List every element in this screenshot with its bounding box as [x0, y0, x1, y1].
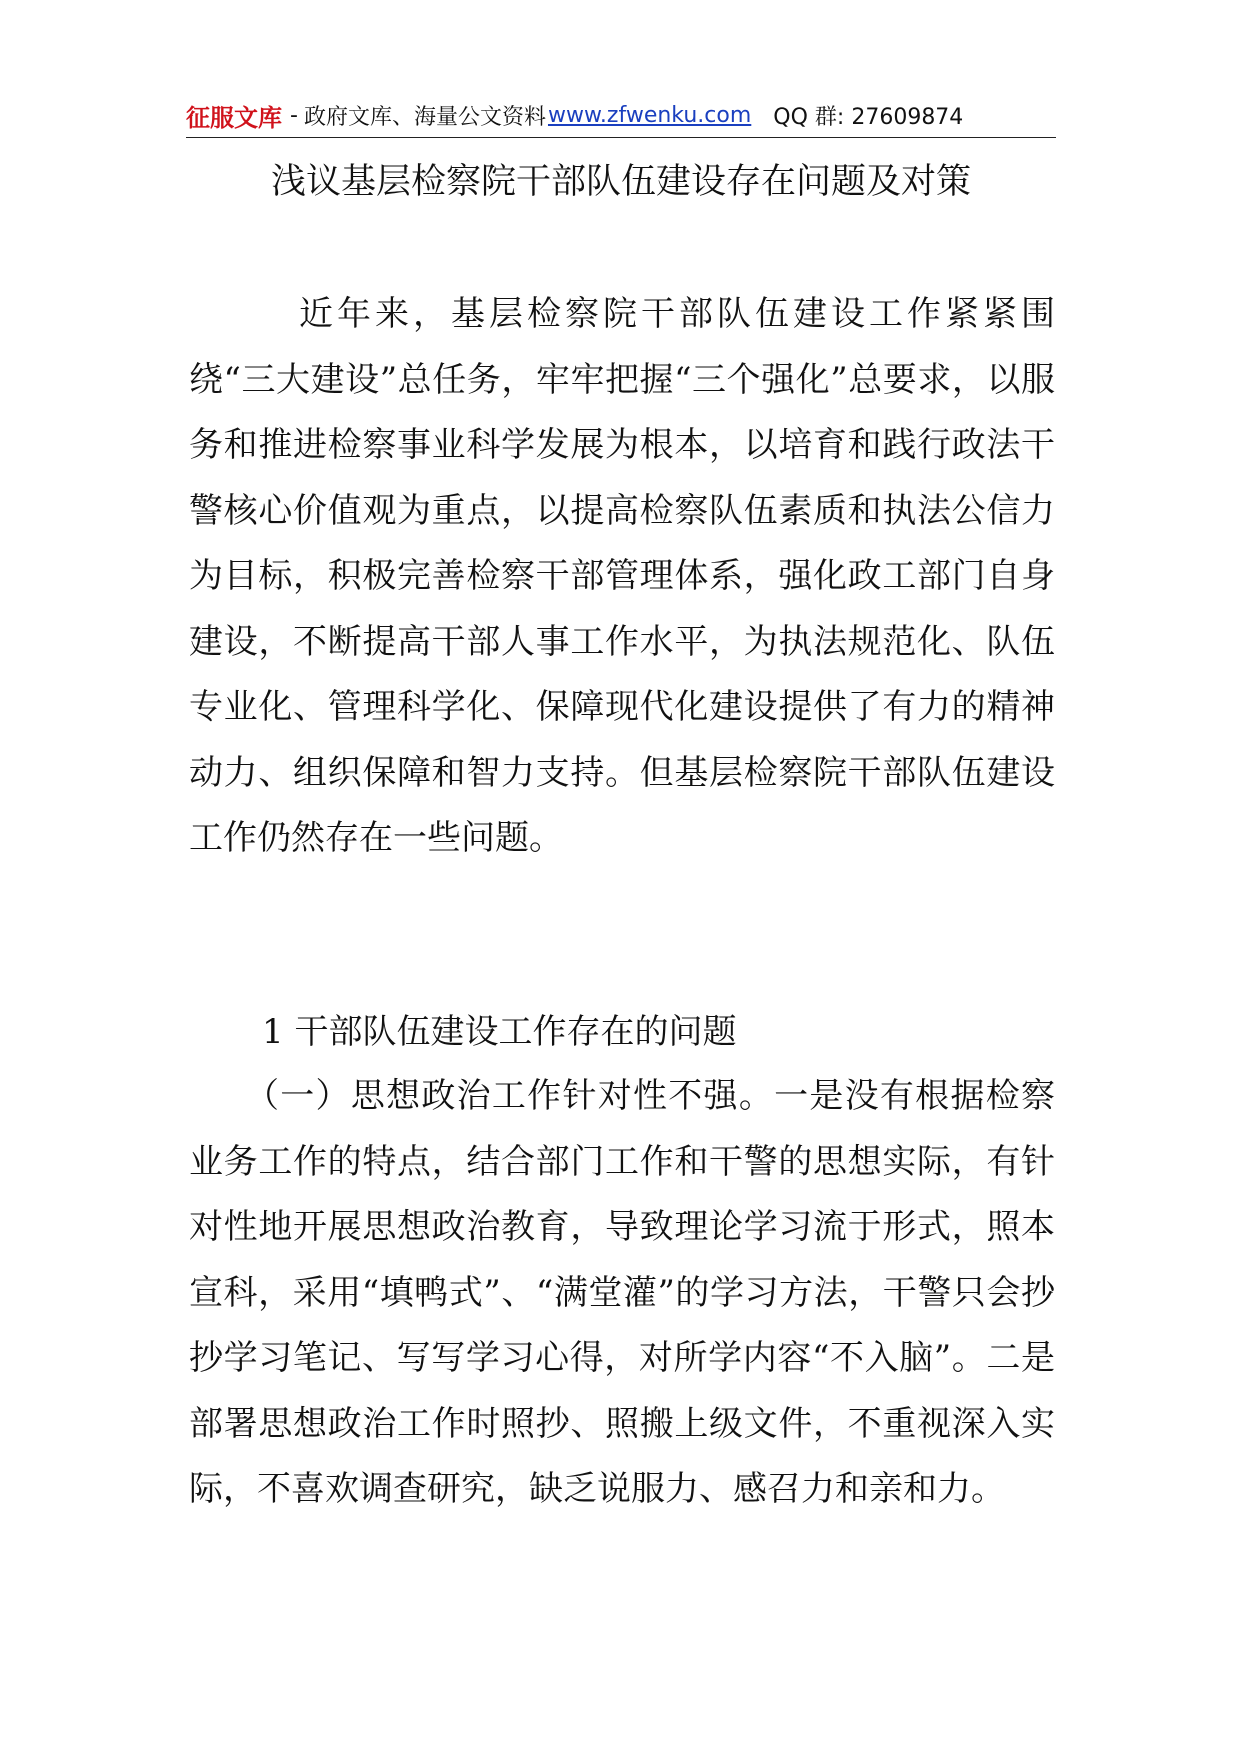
- header-separator: -: [290, 103, 298, 128]
- document-title: 浅议基层检察院干部队伍建设存在问题及对策: [270, 162, 971, 202]
- page-header: [186, 94, 1056, 138]
- brand-name: 征服文库: [186, 104, 282, 132]
- qq-group: QQ 群: 27609874: [773, 105, 964, 130]
- section-heading: 1 干部队伍建设工作存在的问题: [262, 1012, 737, 1052]
- site-link[interactable]: www.zfwenku.com: [547, 103, 752, 128]
- intro-paragraph: 近年来，基层检察院干部队伍建设工作紧紧围绕“三大建设”总任务，牢牢把握“三个强化”总要求，以服务和推进检察事业科学发展为根本，以培育和践行政法干警核心价值观为重点，以提高检察队伍素质和执法公信力为目标，积极完善检察干部管理体系，强化政工部门自身建设，不断提高干部人事工作水平，为执法规范化、队伍专业化、管理科学化、保障现代化建设提供了有力的精神动力、组织保障和智力支持。但基层检察院干部队伍建设工作仍然存在一些问题。: [189, 294, 1055, 858]
- header-tagline: 政府文库、海量公文资料: [303, 105, 546, 130]
- section-paragraph: （一）思想政治工作针对性不强。一是没有根据检察业务工作的特点，结合部门工作和干警的思想实际，有针对性地开展思想政治教育，导致理论学习流于形式，照本宣科，采用“填鸭式”、“满堂灌”的学习方法，干警只会抄抄学习笔记、写写学习心得，对所学内容“不入脑”。二是部署思想政治工作时照抄、照搬上级文件，不重视深入实际，不喜欢调查研究，缺乏说服力、感召力和亲和力。: [189, 1076, 1055, 1509]
